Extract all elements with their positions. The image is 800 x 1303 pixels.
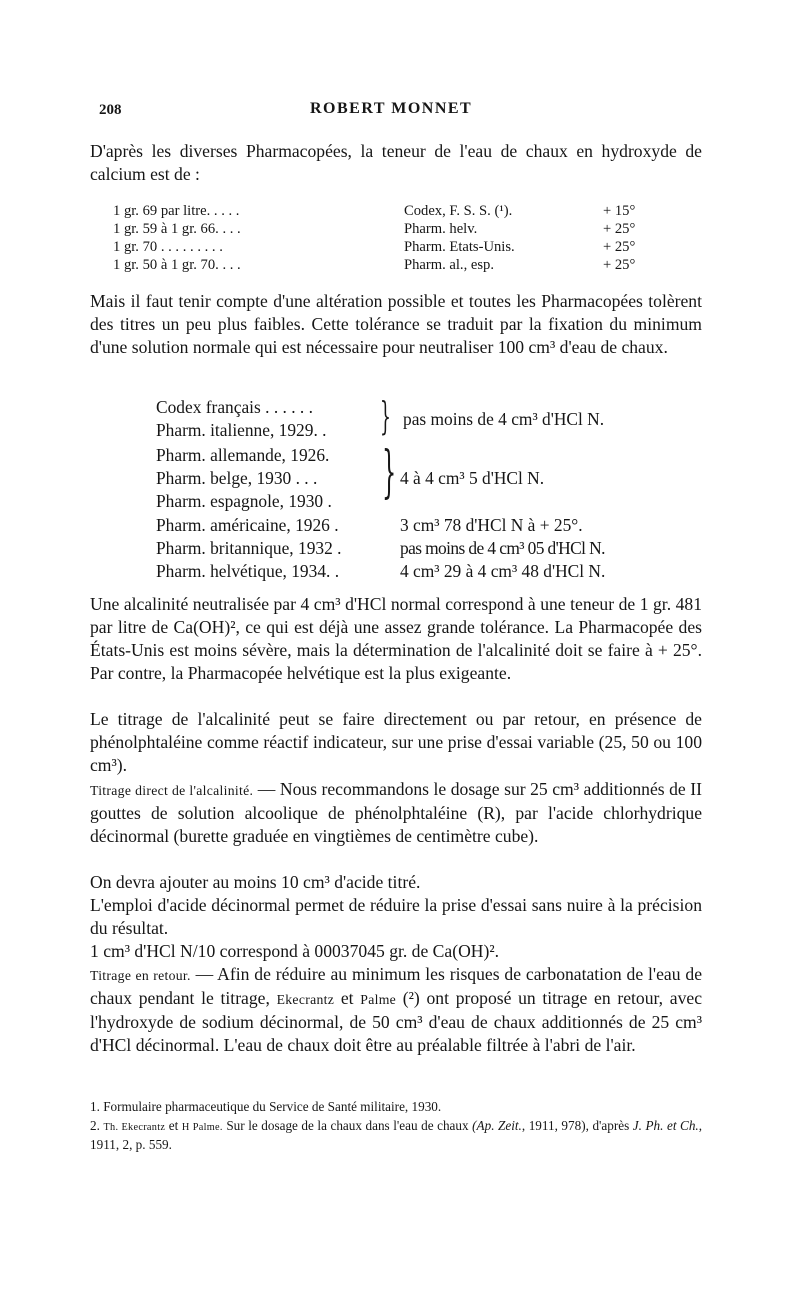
author-name: Palme	[360, 992, 397, 1008]
calcium-temp: + 25°	[603, 221, 636, 237]
calcium-temp: + 25°	[603, 257, 636, 273]
titrage-retour-paragraph	[90, 963, 702, 1057]
footnote-text: , 1911, 978), d'après	[521, 1118, 630, 1133]
comparison-row: Pharm. belge, 1930 . . .	[156, 468, 318, 488]
footnote-text: Sur le dosage de la chaux dans l'eau de chaux	[226, 1118, 469, 1133]
calcium-source: Pharm. al., esp.	[404, 257, 494, 273]
calcium-source: Codex, F. S. S. (¹).	[404, 203, 513, 219]
comparison-value: 3 cm³ 78 d'HCl N à + 25°.	[400, 515, 583, 535]
footnote-text: , 1911, 2, p. 559.	[90, 1118, 703, 1152]
calcium-temp: + 15°	[603, 203, 636, 219]
author-name: Ekecrantz	[276, 992, 335, 1008]
section-heading: Titrage direct de l'alcalinité.	[90, 783, 254, 798]
comparison-value: pas moins de 4 cm³ d'HCl N.	[403, 409, 605, 429]
page-number: 208	[99, 102, 122, 118]
comparison-row: Pharm. espagnole, 1930 .	[156, 491, 332, 511]
footnote-text: et	[168, 1118, 179, 1133]
calcium-amount: 1 gr. 59 à 1 gr. 66. . . .	[113, 221, 241, 237]
section-text: et	[340, 988, 354, 1009]
comparison-value: 4 à 4 cm³ 5 d'HCl N.	[400, 468, 545, 488]
running-head: ROBERT MONNET	[310, 100, 473, 117]
calcium-source: Pharm. Etats-Unis.	[404, 239, 515, 255]
brace-group-1: }	[380, 394, 391, 438]
comparison-row: Pharm. helvétique, 1934. .	[156, 561, 340, 581]
footnote-author: H Palme.	[181, 1122, 223, 1133]
titrage-direct-paragraph	[90, 778, 702, 848]
calcium-temp: + 25°	[603, 239, 636, 255]
ajouter-paragraph: On devra ajouter au moins 10 cm³ d'acide titré.	[90, 872, 421, 892]
correspond-paragraph: 1 cm³ d'HCl N/10 correspond à 00037045 gr. de Ca(OH)².	[90, 941, 500, 961]
footnote-journal: (Ap. Zeit.	[472, 1118, 522, 1133]
calcium-source: Pharm. helv.	[404, 221, 478, 237]
footnote-number: 2.	[90, 1118, 100, 1133]
calcium-amount: 1 gr. 50 à 1 gr. 70. . . .	[113, 257, 241, 273]
emploi-paragraph: L'emploi d'acide décinormal permet de réduire la prise d'essai sans nuire à la précision du résultat.	[90, 895, 702, 939]
section-text: — Afin de réduire au minimum les risques de carbonatation de l'eau de chaux pendant le titrage,	[90, 964, 703, 1009]
footnote-2	[90, 1117, 702, 1153]
comparison-value: 4 cm³ 29 à 4 cm³ 48 d'HCl N.	[400, 561, 606, 581]
tolerance-paragraph: Mais il faut tenir compte d'une altération possible et toutes les Pharmacopées tolèrent des titres un peu plus faibles. Cette tolérance se traduit par la fixation du minimum d'une solution normale qui est nécessaire pour neutraliser 100 cm³ d'eau de chaux.	[90, 291, 702, 358]
section-heading: Titrage en retour.	[90, 968, 191, 983]
footnote-author: Th. Ekecrantz	[103, 1122, 166, 1133]
intro-paragraph: D'après les diverses Pharmacopées, la teneur de l'eau de chaux en hydroxyde de calcium est de :	[90, 141, 702, 185]
alcalinite-paragraph: Une alcalinité neutralisée par 4 cm³ d'HCl normal correspond à une teneur de 1 gr. 481 par litre de Ca(OH)², ce qui est déjà une assez grande tolérance. La Pharmacopée des États-Unis est moins sévère, mais la détermination de l'alcalinité doit se faire à + 25°. Par contre, la Pharmacopée helvétique est la plus exigeante.	[90, 594, 702, 684]
footnote-journal: J. Ph. et Ch.	[632, 1118, 699, 1133]
brace-group-2: }	[382, 440, 397, 505]
calcium-amount: 1 gr. 69 par litre. . . . .	[113, 203, 240, 219]
comparison-row: Pharm. américaine, 1926 .	[156, 515, 339, 535]
comparison-row: Pharm. britannique, 1932 .	[156, 538, 342, 558]
comparison-row: Codex français . . . . . .	[156, 397, 313, 417]
titrage-paragraph: Le titrage de l'alcalinité peut se faire directement ou par retour, en présence de phénolphtaléine comme réactif indicateur, sur une prise d'essai variable (25, 50 ou 100 cm³).	[90, 709, 702, 776]
section-text: (²) ont proposé un titrage en retour, avec l'hydroxyde de sodium décinormal, de 50 cm³ d'eau de chaux additionnés de 25 cm³ d'HCl décinormal. L'eau de chaux doit être au préalable filtrée à l'abri de l'air.	[90, 988, 703, 1056]
footnote-1: 1. Formulaire pharmaceutique du Service de Santé militaire, 1930.	[90, 1099, 442, 1114]
section-text: — Nous recommandons le dosage sur 25 cm³ additionnés de II gouttes de solution alcoolique de phénolphtaléine (R), par l'acide chlorhydrique décinormal (burette graduée en vingtièmes de centimètre cube).	[90, 779, 702, 847]
comparison-row: Pharm. allemande, 1926.	[156, 445, 330, 465]
comparison-value: pas moins de 4 cm³ 05 d'HCl N.	[400, 538, 605, 558]
comparison-row: Pharm. italienne, 1929. .	[156, 420, 327, 440]
calcium-amount: 1 gr. 70 . . . . . . . . .	[113, 239, 223, 255]
